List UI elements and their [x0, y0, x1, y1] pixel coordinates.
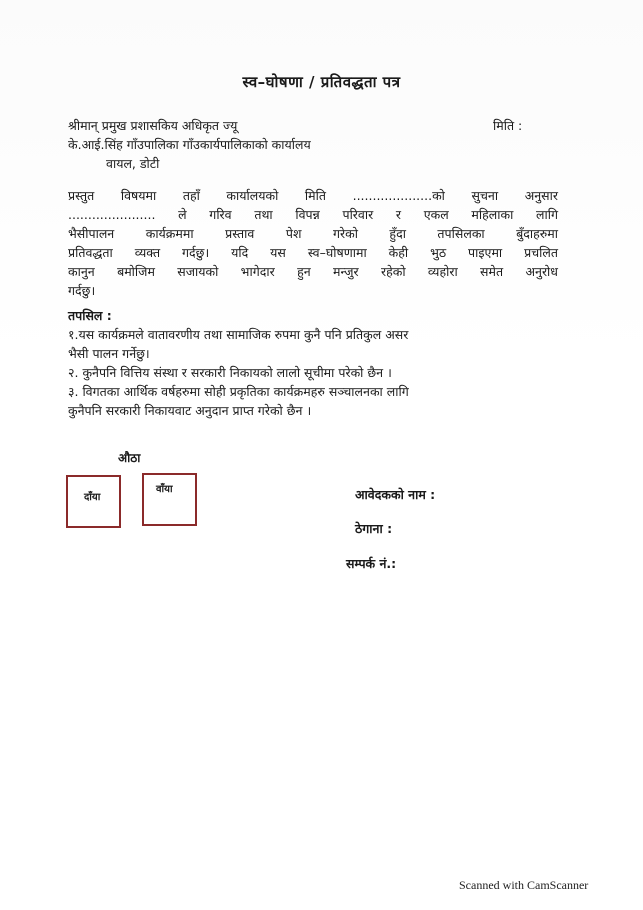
body-line: प्रस्तुत विषयमा तहाँ कार्यालयको मिति ....................को सुचना अनुसार — [68, 188, 558, 203]
office-line: के.आई.सिंह गाँउपालिका गाँउकार्यपालिकाको कार्यालय — [68, 137, 311, 152]
thumbprint-title: औठा — [118, 451, 141, 465]
body-line: ...................... ले गरिव तथा विपन्न परिवार र एकल महिलाका लागि — [68, 207, 558, 222]
applicant-address-label: ठेगाना : — [355, 521, 393, 536]
body-line: प्रतिवद्धता व्यक्त गर्दछु। यदि यस स्व–घोषणामा केही भुठ पाइएमा प्रचलित — [68, 245, 558, 260]
details-item: १.यस कार्यक्रमले वातावरणीय तथा सामाजिक रुपमा कुनै पनि प्रतिकुल असर — [68, 327, 409, 342]
body-line: भैसीपालन कार्यक्रममा प्रस्ताव पेश गरेको हुँदा तपसिलका बुँदाहरुमा — [68, 226, 558, 241]
left-thumb-box — [142, 473, 197, 526]
addressee-line: श्रीमान् प्रमुख प्रशासकिय अधिकृत ज्यू — [68, 118, 238, 133]
details-item: भैसी पालन गर्नेछु। — [68, 346, 150, 361]
location-line: वायल, डोटी — [106, 156, 160, 171]
details-heading: तपसिल : — [68, 308, 112, 323]
details-item: २. कुनैपनि वित्तिय संस्था र सरकारी निकायको लालो सूचीमा परेको छैन । — [68, 365, 392, 380]
right-thumb-label: दाँया — [84, 492, 101, 503]
body-paragraph — [68, 186, 558, 300]
right-thumb-box — [66, 475, 121, 528]
left-thumb-label: वाँया — [156, 484, 173, 495]
body-line: कानुन बमोजिम सजायको भागेदार हुन मन्जुर रहेको व्यहोरा समेत अनुरोध — [68, 264, 558, 279]
scanner-watermark: Scanned with CamScanner — [459, 878, 589, 892]
details-list — [68, 325, 558, 420]
document-title: स्व–घोषणा / प्रतिवद्धता पत्र — [242, 73, 401, 91]
details-item: ३. विगतका आर्थिक वर्षहरुमा सोही प्रकृतिका कार्यक्रमहरु सञ्चालनका लागि — [68, 384, 409, 399]
body-line: गर्दछु। — [68, 283, 96, 298]
applicant-contact-label: सम्पर्क नं.: — [346, 556, 397, 571]
applicant-name-label: आवेदकको नाम : — [355, 487, 436, 502]
date-label: मिति : — [493, 118, 523, 133]
details-item: कुनैपनि सरकारी निकायवाट अनुदान प्राप्त गरेको छैन । — [68, 403, 312, 418]
